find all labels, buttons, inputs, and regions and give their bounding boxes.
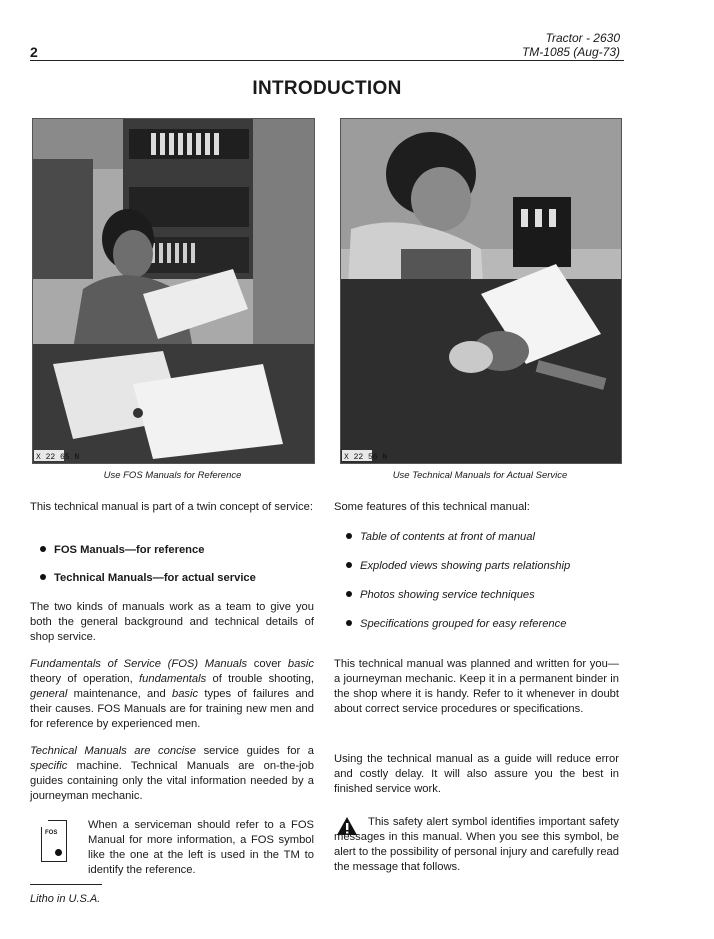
photo-id-left: X 22 65 N [36, 453, 80, 462]
feature-item [346, 617, 616, 632]
intro-paragraph: This technical manual is part of a twin concept of service: [30, 501, 313, 513]
bullet-technical-text: Technical Manuals—for actual service [54, 572, 256, 584]
fos-symbol-label: FOS [45, 830, 58, 836]
feature-text: Photos showing service techniques [360, 589, 535, 601]
tm-text: machine. Technical Manuals are on-the-job guides containing only the vital information needed by a journeyman mechanic. [30, 760, 314, 802]
fos-emph: fundamentals [139, 673, 207, 685]
fos-symbol-icon [41, 820, 67, 862]
fos-term: Fundamentals of Service (FOS) Manuals [30, 658, 248, 670]
header-tm-number: TM-1085 (Aug-73) [521, 45, 620, 59]
fos-symbol-dot [55, 849, 62, 856]
feature-item [346, 559, 616, 574]
tm-paragraph [30, 744, 314, 804]
feature-text: Table of contents at front of manual [360, 531, 535, 543]
fos-emph: basic [287, 658, 314, 670]
bullet-dot [346, 620, 352, 626]
caption-right: Use Technical Manuals for Actual Service [392, 470, 568, 481]
safety-paragraph: This safety alert symbol identifies important safety messages in this manual. When you see this symbol, be alert to the possibility of personal injury and carefully read the message that follows. [334, 816, 619, 873]
bullet-dot [40, 546, 46, 552]
planned-paragraph: This technical manual was planned and written for you—a journeyman mechanic. Keep it in a permanent binder in the shop where it is handy. Refer to it whenever in doubt about correct service procedures or specifications. [334, 658, 619, 715]
bullet-dot [346, 533, 352, 539]
bullet-technical [40, 571, 310, 586]
features-intro: Some features of this technical manual: [334, 501, 530, 513]
photo-id-right: X 22 56 N [344, 453, 388, 462]
feature-text: Specifications grouped for easy reference [360, 618, 567, 630]
guide-paragraph: Using the technical manual as a guide will reduce error and costly delay. It will also assure you the best in finished service work. [334, 753, 619, 795]
feature-item [346, 588, 616, 603]
fos-emph: basic [171, 688, 199, 700]
footer-rule [30, 884, 102, 885]
bullet-dot [346, 591, 352, 597]
page-number: 2 [30, 44, 38, 60]
tm-emph: specific [30, 760, 68, 772]
tm-term: Technical Manuals are concise [30, 745, 196, 757]
fos-text: maintenance, and [67, 688, 172, 700]
team-paragraph: The two kinds of manuals work as a team to give you both the general background and technical details of shop service. [30, 601, 314, 643]
fos-paragraph [30, 657, 314, 732]
caption-left: Use FOS Manuals for Reference [103, 470, 242, 481]
page-title: INTRODUCTION [252, 78, 402, 99]
feature-text: Exploded views showing parts relationship [360, 560, 571, 572]
footer-litho: Litho in U.S.A. [30, 893, 101, 905]
fos-text: cover [247, 658, 288, 670]
fos-symbol-paragraph: When a serviceman should refer to a FOS Manual for more information, a FOS symbol like the one at the left is used in the TM to identify the reference. [88, 819, 314, 876]
fos-text: theory of operation, [30, 673, 140, 685]
photo-technical-service [340, 118, 622, 464]
fos-emph: general [30, 688, 68, 700]
photo-fos-reference [32, 118, 315, 464]
fos-text: of trouble shooting, [206, 673, 314, 685]
bullet-dot [346, 562, 352, 568]
header-rule [30, 60, 624, 61]
tm-text: service guides for a [195, 745, 314, 757]
bullet-fos [40, 543, 310, 558]
header-model: Tractor - 2630 [545, 31, 620, 45]
feature-item [346, 530, 616, 545]
fos-text: types of failures and their causes. FOS Manuals are for training new men and for reference by experienced men. [30, 688, 314, 730]
bullet-dot [40, 574, 46, 580]
bullet-fos-text: FOS Manuals—for reference [54, 544, 205, 556]
